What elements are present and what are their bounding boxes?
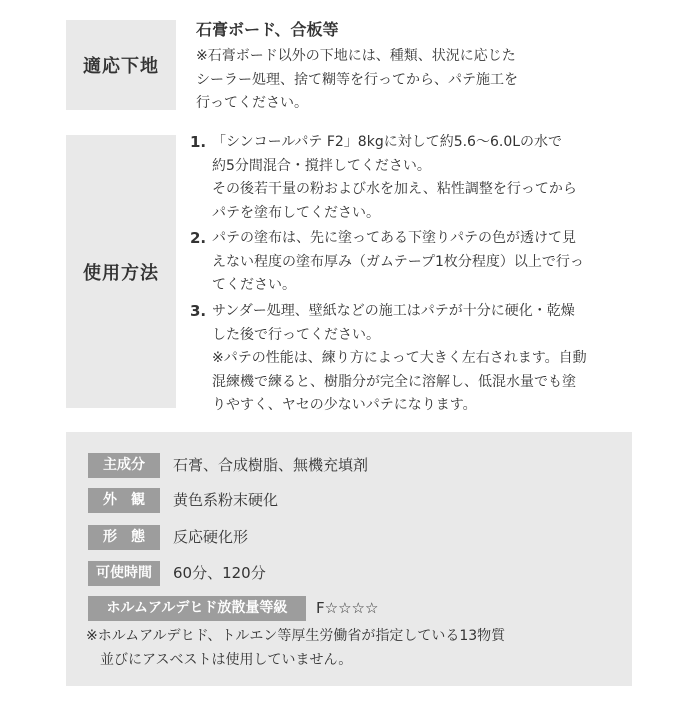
spec-tag-main-ingredient: 主成分 — [88, 453, 160, 478]
specs-panel — [66, 432, 632, 686]
spec-value-appearance: 黄色系粉末硬化 — [173, 491, 279, 509]
step-line: 約5分間混合・撹拌してください。 — [212, 157, 431, 174]
substrate-label: 適応下地 — [83, 56, 159, 77]
spec-value-main-ingredient: 石膏、合成樹脂、無機充填剤 — [173, 456, 369, 474]
usage-label-box — [66, 135, 176, 408]
substrate-note — [196, 45, 636, 116]
usage-step-2 — [190, 227, 640, 298]
substrate-label-box — [66, 20, 176, 110]
step-line: えない程度の塗布厚み（ガムテープ1枚分程度）以上で行っ — [212, 253, 584, 270]
step-line: りやすく、ヤセの少ないパテになります。 — [212, 397, 477, 413]
step-number: 1. — [190, 133, 207, 151]
step-number: 2. — [190, 229, 207, 247]
note-line: ※石膏ボード以外の下地には、種類、状況に応じた — [196, 48, 516, 64]
spec-tag-pot-life: 可使時間 — [88, 561, 160, 586]
step-number: 3. — [190, 302, 207, 320]
usage-label: 使用方法 — [83, 262, 159, 284]
usage-step-3 — [190, 300, 640, 418]
footnote-line: 並びにアスベストは使用していません。 — [100, 651, 353, 668]
step-line: した後で行ってください。 — [212, 326, 380, 343]
step-line: 混練機で練ると、樹脂分が完全に溶解し、低混水量でも塗 — [212, 373, 576, 390]
spec-value-formaldehyde-grade: F☆☆☆☆ — [316, 599, 379, 617]
step-line: サンダー処理、壁紙などの施工はパテが十分に硬化・乾燥 — [212, 303, 575, 319]
spec-value-pot-life: 60分、120分 — [173, 564, 266, 582]
note-line: 行ってください。 — [196, 95, 308, 111]
step-line: ※パテの性能は、練り方によって大きく左右されます。自動 — [212, 350, 587, 366]
spec-value-form: 反応硬化形 — [173, 528, 249, 546]
note-line: シーラー処理、捨て糊等を行ってから、パテ施工を — [196, 71, 518, 88]
step-line: てください。 — [212, 277, 296, 293]
substrate-heading: 石膏ボード、合板等 — [196, 20, 339, 39]
step-line: 「シンコールパテ F2」8kgに対して約5.6～6.0Lの水で — [212, 134, 563, 150]
usage-step-1 — [190, 131, 640, 225]
footnote-line: ※ホルムアルデヒド、トルエン等厚生労働省が指定している13物質 — [86, 628, 506, 644]
specs-footnote — [86, 625, 626, 672]
spec-tag-appearance: 外 観 — [88, 488, 160, 513]
step-line: その後若干量の粉および水を加え、粘性調整を行ってから — [212, 181, 577, 197]
spec-tag-formaldehyde-grade: ホルムアルデヒド放散量等級 — [88, 596, 306, 621]
step-line: パテを塗布してください。 — [212, 204, 380, 221]
spec-tag-form: 形 態 — [88, 525, 160, 550]
step-line: パテの塗布は、先に塗ってある下塗りパテの色が透けて見 — [212, 230, 576, 246]
